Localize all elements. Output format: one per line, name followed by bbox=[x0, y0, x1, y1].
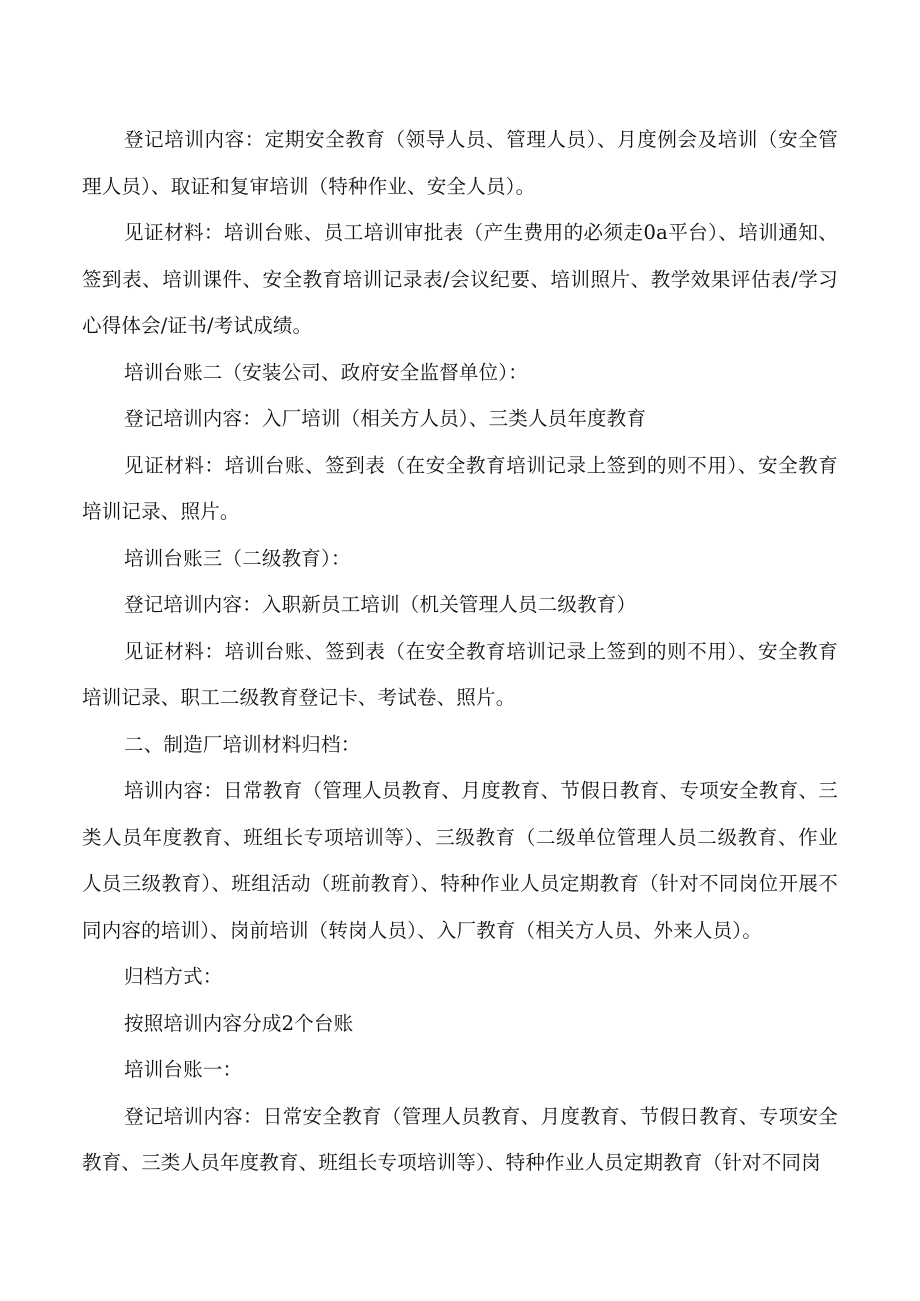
paragraph-7: 登记培训内容：入职新员工培训（机关管理人员二级教育） bbox=[124, 593, 637, 616]
paragraph-4: 登记培训内容：入厂培训（相关方人员）、三类人员年度教育 bbox=[124, 407, 647, 430]
paragraph-5: 见证材料：培训台账、签到表（在安全教育培训记录上签到的则不用）、安全教育培训记录、照片。 bbox=[82, 453, 838, 523]
paragraph-8: 见证材料：培训台账、签到表（在安全教育培训记录上签到的则不用）、安全教育培训记录、职工二级教育登记卡、考试卷、照片。 bbox=[82, 639, 838, 709]
paragraph-12: 按照培训内容分成2个台账 bbox=[124, 1011, 354, 1035]
paragraph-14: 登记培训内容：日常安全教育（管理人员教育、月度教育、节假日教育、专项安全教育、三类人员年度教育、班组长专项培训等）、特种作业人员定期教育（针对不同岗 bbox=[82, 1104, 838, 1174]
paragraph-13: 培训台账一： bbox=[124, 1058, 243, 1081]
paragraph-1: 登记培训内容：定期安全教育（领导人员、管理人员）、月度例会及培训（安全管理人员）、取证和复审培训（特种作业、安全人员）。 bbox=[82, 128, 838, 198]
paragraph-11: 归档方式： bbox=[124, 965, 223, 988]
paragraph-6: 培训台账三（二级教育）： bbox=[124, 546, 351, 570]
paragraph-9: 二、制造厂培训材料归档： bbox=[124, 732, 361, 756]
paragraph-2: 见证材料：培训台账、员工培训审批表（产生费用的必须走0a平台）、培训通知、签到表、培训课件、安全教育培训记录表/会议纪要、培训照片、教学效果评估表/学习心得体会/证书/考试成绩。 bbox=[82, 221, 838, 337]
paragraph-3: 培训台账二（安装公司、政府安全监督单位）： bbox=[124, 360, 528, 384]
paragraph-10: 培训内容：日常教育（管理人员教育、月度教育、节假日教育、专项安全教育、三类人员年度教育、班组长专项培训等）、三级教育（二级单位管理人员二级教育、作业人员三级教育）、班组活动（班前教育）、特种作业人员定期教育（针对不同岗位开展不同内容的培训）、岗前培训（转岗人员）、入厂教育（相关方人员、外来人员）。 bbox=[82, 779, 838, 942]
document-body bbox=[82, 117, 838, 1187]
